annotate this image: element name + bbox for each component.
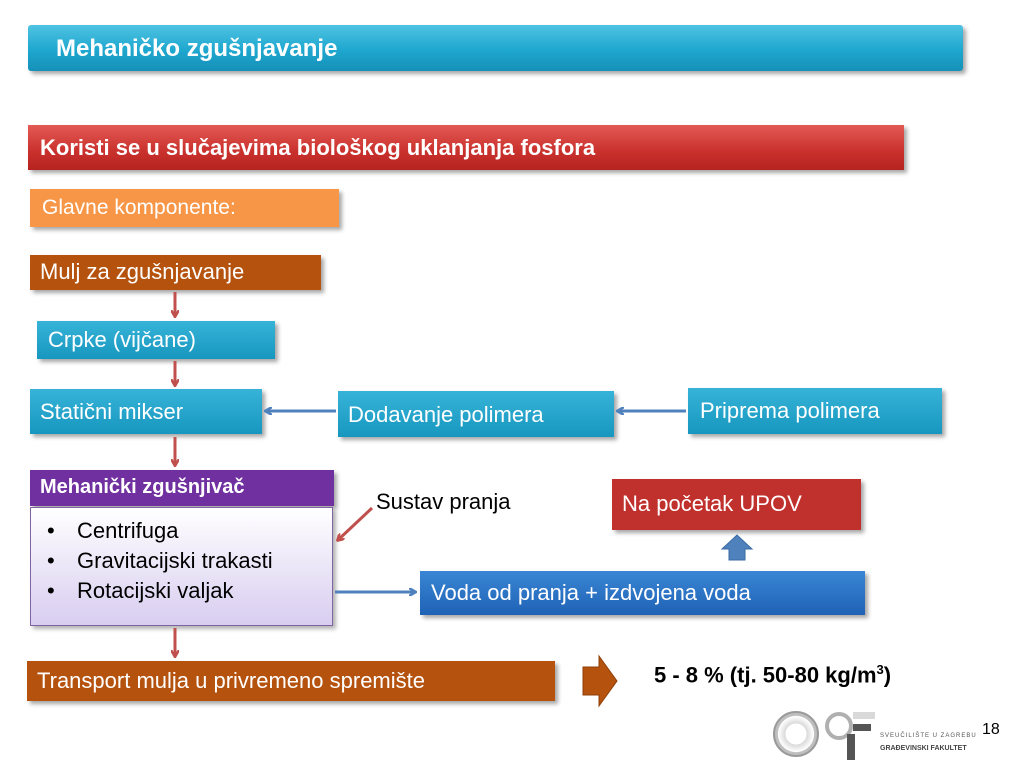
faculty-logo [825, 712, 875, 762]
block-arrow-up [722, 535, 752, 560]
result-value: 5 - 8 % (tj. 50-80 $kg/m^3$) [654, 662, 892, 688]
arrow-wash-to-thickener [338, 508, 372, 540]
polymer-dosing-box: Dodavanje polimera [338, 391, 614, 437]
list-item: • Rotacijski valjak [47, 578, 234, 603]
logo-text-faculty: GRAĐEVINSKI FAKULTET [880, 745, 967, 752]
university-seal-logo [773, 711, 819, 757]
static-mixer-box: Statični mikser [30, 389, 262, 434]
transport-box: Transport mulja u privremeno spremište [27, 661, 555, 701]
wash-water-box: Voda od pranja + izdvojena voda [420, 571, 865, 615]
thickener-box: Mehanički zgušnjivač [30, 470, 334, 506]
pumps-box: Crpke (vijčane) [37, 321, 275, 359]
logo-text-university: SVEUČILIŠTE U ZAGREBU [880, 733, 977, 739]
polymer-prep-box: Priprema polimera [688, 388, 942, 434]
wash-system-label: Sustav pranja [376, 489, 511, 514]
sludge-box: Mulj za zgušnjavanje [30, 255, 321, 290]
list-item: • Centrifuga [47, 518, 179, 543]
page-number: 18 [982, 721, 1000, 738]
return-to-plant-box: Na početak UPOV [612, 479, 861, 530]
list-item: • Gravitacijski trakasti [47, 548, 273, 573]
components-heading: Glavne komponente: [30, 189, 339, 227]
subtitle-banner: Koristi se u slučajevima biološkog uklanjanja fosfora [28, 125, 904, 170]
slide-title: Mehaničko zgušnjavanje [28, 25, 963, 71]
block-arrow-right [583, 656, 617, 706]
